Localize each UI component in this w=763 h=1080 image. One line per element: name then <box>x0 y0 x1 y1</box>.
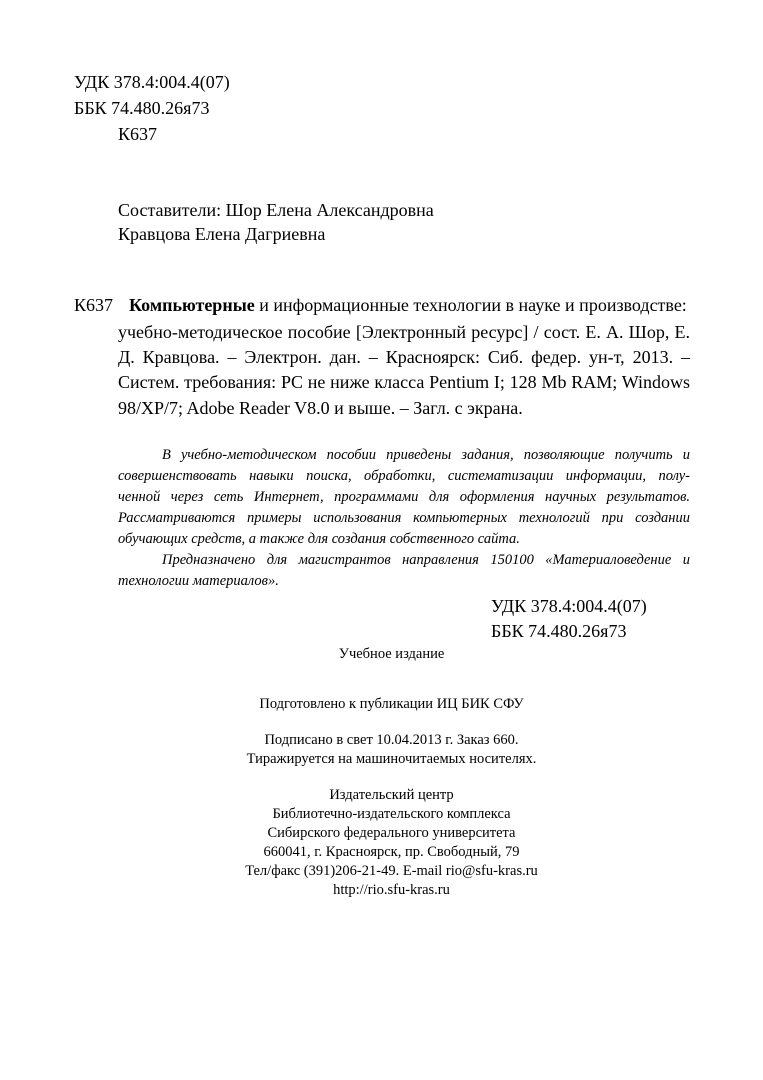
record-line-3: Д. Кравцова. – Электрон. дан. – Красноярск: Сиб. федер. ун-т, 2013. – <box>118 347 690 367</box>
annotation-line-5: обучающих средств, а также для создания собственного сайта. <box>118 531 520 547</box>
publisher-line-2: Библиотечно-издательского комплекса <box>272 806 511 822</box>
annotation-line-4: Рассматриваются примеры использования компьютерных технологий при создании <box>118 510 690 526</box>
record-line-5: 98/XP/7; Adobe Reader V8.0 и выше. – Загл. с экрана. <box>118 398 523 418</box>
publisher-line-1: Издательский центр <box>329 787 454 803</box>
signed-info: Подписано в свет 10.04.2013 г. Заказ 660. <box>264 732 519 748</box>
udk-code: УДК 378.4:004.4(07) <box>74 72 230 92</box>
record-line-1 <box>129 293 687 317</box>
bbk-code: ББК 74.480.26я73 <box>74 98 210 118</box>
footer-udk-code: УДК 378.4:004.4(07) <box>491 596 647 616</box>
record-index: К637 <box>74 295 114 315</box>
annotation-line-3: ченной через сеть Интернет, программами для оформления научных результатов. <box>118 489 690 505</box>
annotation-line-7: технологии материалов». <box>118 573 279 589</box>
record-line-2: учебно-методическое пособие [Электронный ресурс] / сост. Е. А. Шор, Е. <box>118 322 690 342</box>
publisher-contacts: Тел/факс (391)206-21-49. E-mail rio@sfu-kras.ru <box>245 863 538 879</box>
prepared-by: Подготовлено к публикации ИЦ БИК СФУ <box>259 696 524 712</box>
replication-info: Тиражируется на машиночитаемых носителях. <box>246 751 537 767</box>
annotation-line-6: Предназначено для магистрантов направления 150100 «Материаловедение и <box>162 552 690 568</box>
annotation-line-1: В учебно-методическом пособии приведены задания, позволяющие получить и <box>162 447 690 463</box>
publisher-address: 660041, г. Красноярск, пр. Свободный, 79 <box>263 844 520 860</box>
publisher-line-3: Сибирского федерального университета <box>267 825 516 841</box>
record-line-4: Систем. требования: PC не ниже класса Pentium I; 128 Mb RAM; Windows <box>118 372 690 392</box>
compilers-line-2: Кравцова Елена Дагриевна <box>118 224 326 244</box>
record-title-bold: Компьютерные <box>129 295 255 315</box>
publisher-website: http://rio.sfu-kras.ru <box>333 882 450 898</box>
compilers-line-1: Составители: Шор Елена Александровна <box>118 200 434 220</box>
edition-type: Учебное издание <box>338 646 445 662</box>
record-title-rest: и информационные технологии в науке и производстве: <box>254 295 687 315</box>
annotation-line-2: совершенствовать навыки поиска, обработки, систематизации информации, полу- <box>118 468 690 484</box>
footer-bbk-code: ББК 74.480.26я73 <box>491 621 627 641</box>
author-mark: К637 <box>118 124 158 144</box>
